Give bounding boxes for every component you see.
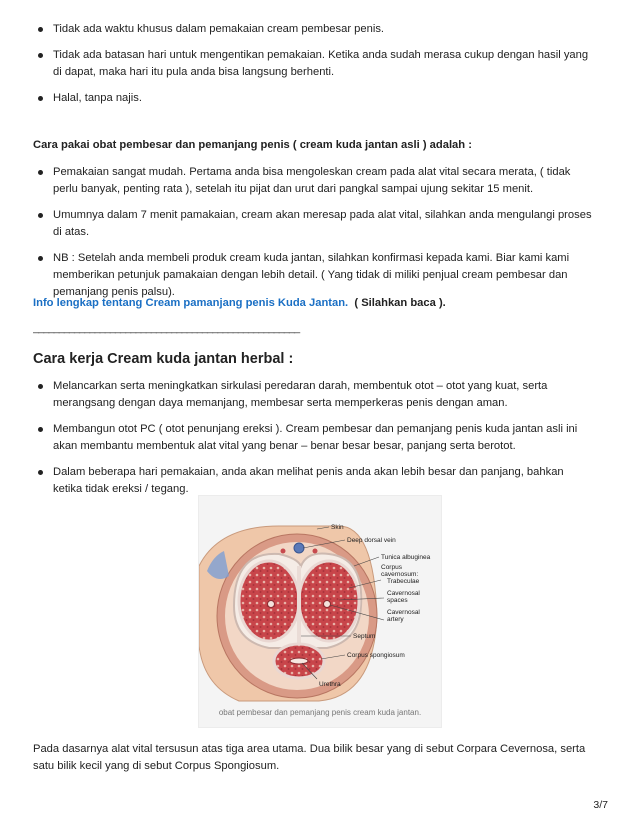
septum-shape [297, 566, 301, 644]
label-skin: Skin [331, 524, 344, 531]
list-item: Melancarkan serta meningkatkan sirkulasi peredaran darah, membentuk otot – otot yang kuat, serta merangsang dengan daya memanjang, membesar serta memperkeras penis dengan aman. [33, 378, 593, 412]
label-cavernosal-spaces-2: spaces [387, 597, 408, 604]
label-corpus-cavernosum-2: cavernosum: [381, 571, 419, 578]
anatomy-illustration [199, 496, 441, 708]
list-item: Tidak ada batasan hari untuk mengentikan pemakaian. Ketika anda sudah merasa cukup dengan hasil yang di dapat, maka hari itu pula anda bisa langsung berhenti. [33, 47, 593, 81]
info-suffix: ( Silahkan baca ). [354, 297, 446, 309]
label-cavernosal-artery-1: Cavernosal [387, 609, 420, 616]
label-tunica-albuginea: Tunica albuginea [381, 554, 431, 561]
label-urethra: Urethra [319, 681, 341, 688]
figure-caption: obat pembesar dan pemanjang penis cream kuda jantan. [218, 708, 422, 717]
label-deep-dorsal-vein: Deep dorsal vein [347, 537, 396, 544]
info-line [33, 295, 446, 312]
label-septum: Septum [353, 633, 376, 640]
usage-heading: Cara pakai obat pembesar dan pemanjang penis ( cream kuda jantan asli ) adalah : [33, 139, 472, 151]
list-item: NB : Setelah anda membeli produk cream kuda jantan, silahkan konfirmasi kepada kami. Biar kami kami memberikan petunjuk pamakaian dengan lebih detail. ( Yang tidak di miliki penjual cream pembesar dan pemanjang penis palsu). [33, 250, 593, 301]
label-corpus-cavernosum-1: Corpus [381, 564, 402, 571]
text-divider: ____________________________________________________ [33, 322, 300, 334]
intro-list [33, 21, 593, 116]
how-it-works-heading: Cara kerja Cream kuda jantan herbal : [33, 351, 294, 367]
closing-paragraph: Pada dasarnya alat vital tersusun atas tiga area utama. Dua bilik besar yang di sebut Corpara Cevernosa, serta satu bilik kecil yang di sebut Corpus Spongiosum. [33, 743, 586, 772]
usage-list [33, 164, 593, 310]
label-cavernosal-artery-2: artery [387, 616, 404, 623]
deep-dorsal-vein-shape [294, 543, 304, 553]
urethra-shape [290, 658, 308, 664]
list-item: Dalam beberapa hari pemakaian, anda akan melihat penis anda akan lebih besar dan panjang, bahkan ketika tidak ereksi / tegang. [33, 464, 593, 498]
how-it-works-list [33, 378, 593, 507]
list-item: Pemakaian sangat mudah. Pertama anda bisa mengoleskan cream pada alat vital secara merata, ( tidak perlu banyak, penting rata ), setelah itu pijat dan urut dari pangkal sampai ujung sekitar 15 menit. [33, 164, 593, 198]
list-item: Umumnya dalam 7 menit pamakaian, cream akan meresap pada alat vital, silahkan anda mengulangi proses di atas. [33, 207, 593, 241]
list-item: Halal, tanpa najis. [33, 90, 593, 107]
list-item: Tidak ada waktu khusus dalam pemakaian cream pembesar penis. [33, 21, 593, 38]
list-item: Membangun otot PC ( otot penunjang ereksi ). Cream pembesar dan pemanjang penis kuda jantan asli ini akan membantu membentuk alat vital yang benar – benar besar besar, panjang serta berotot. [33, 421, 593, 455]
cavernosal-artery-right [324, 601, 331, 608]
page-number: 3/7 [593, 799, 608, 811]
label-corpus-spongiosum: Corpus spongiosum [347, 652, 405, 659]
cavernosal-artery-left [268, 601, 275, 608]
anatomy-figure [198, 495, 442, 728]
info-link[interactable]: Info lengkap tentang Cream pamanjang penis Kuda Jantan. [33, 297, 349, 309]
label-cavernosal-spaces-1: Cavernosal [387, 590, 420, 597]
label-trabeculae: Trabeculae [387, 578, 420, 585]
